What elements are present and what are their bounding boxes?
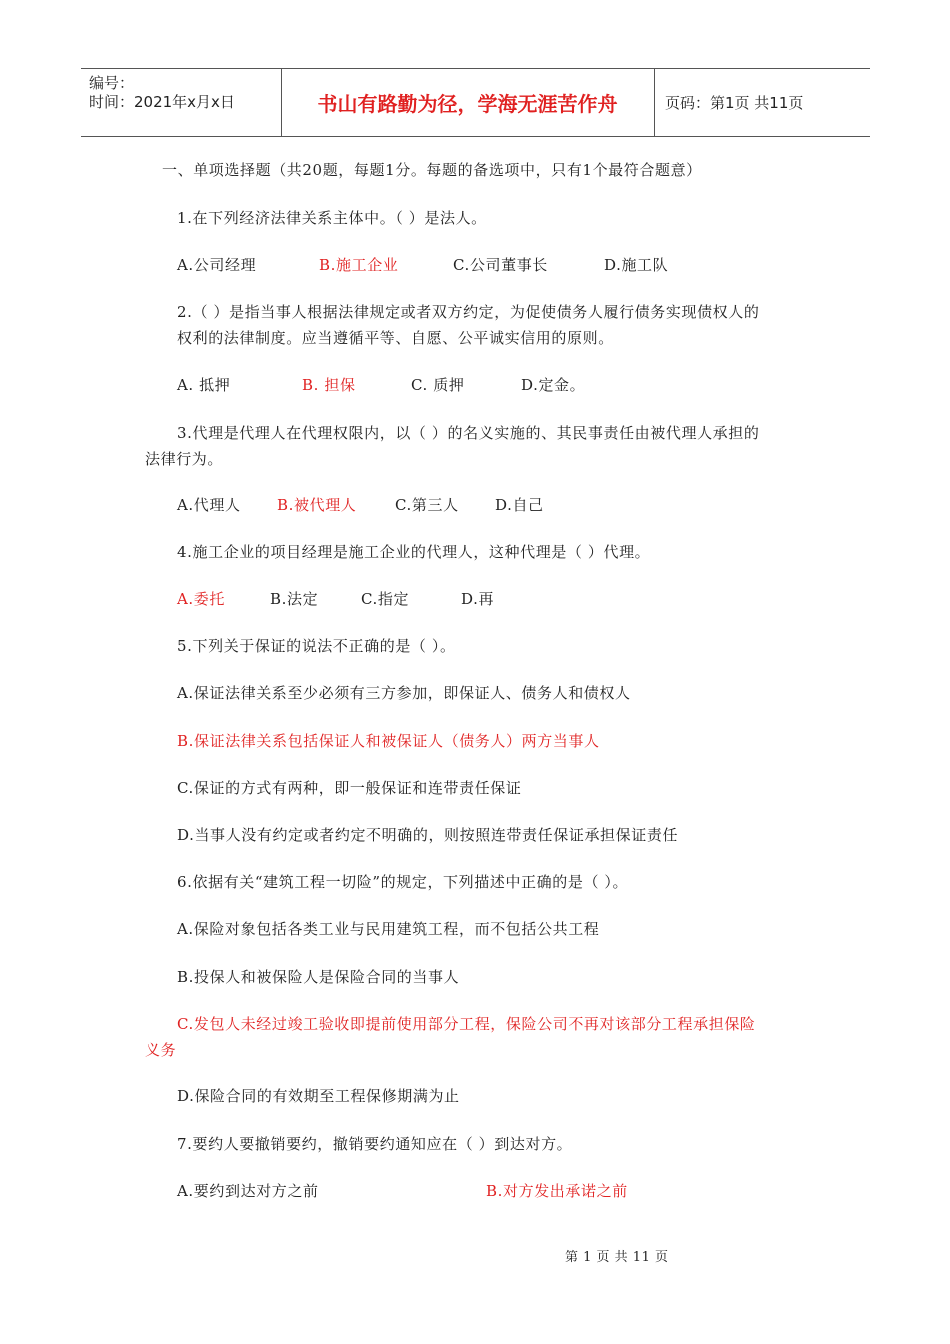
question-6-stem: 6.依据有关“建筑工程一切险”的规定，下列描述中正确的是（ ）。	[177, 873, 629, 891]
question-2-option-b-answer: B. 担保	[302, 376, 356, 394]
header-meta-cell	[81, 69, 282, 136]
question-1-option-c: C.公司董事长	[453, 256, 548, 274]
question-4-option-d: D.再	[461, 590, 495, 608]
question-3-option-a: A.代理人	[177, 496, 241, 514]
question-1-option-d: D.施工队	[604, 256, 669, 274]
time-label: 时间：2021年x月x日	[89, 93, 235, 111]
question-2-option-d: D.定金。	[521, 376, 586, 394]
question-3-stem-line2: 法律行为。	[145, 450, 224, 468]
question-3-option-c: C.第三人	[395, 496, 459, 514]
question-2-stem-line2: 权利的法律制度。应当遵循平等、自愿、公平诚实信用的原则。	[177, 329, 614, 347]
question-3-stem-line1: 3.代理是代理人在代理权限内，以（ ）的名义实施的、其民事责任由被代理人承担的	[177, 424, 760, 442]
question-5-option-c: C.保证的方式有两种，即一般保证和连带责任保证	[177, 779, 522, 797]
header-page-info: 页码：第1页 共11页	[665, 94, 804, 112]
question-2-option-a: A. 抵押	[177, 376, 231, 394]
question-6-option-b: B.投保人和被保险人是保险合同的当事人	[177, 968, 460, 986]
page-header	[81, 68, 870, 137]
question-6-option-c-answer-line1: C.发包人未经过竣工验收即提前使用部分工程，保险公司不再对该部分工程承担保险	[177, 1015, 756, 1033]
header-motto: 书山有路勤为径，学海无涯苦作舟	[281, 69, 655, 136]
question-3-option-b-answer: B.被代理人	[277, 496, 357, 514]
section-title: 一、单项选择题（共20题，每题1分。每题的备选项中，只有1个最符合题意）	[162, 161, 702, 179]
question-4-stem: 4.施工企业的项目经理是施工企业的代理人，这种代理是（ ）代理。	[177, 543, 651, 561]
question-7-option-b-answer: B.对方发出承诺之前	[486, 1182, 628, 1200]
question-6-option-d: D.保险合同的有效期至工程保修期满为止	[177, 1087, 460, 1105]
question-4-option-a-answer: A.委托	[177, 590, 226, 608]
question-4-option-c: C.指定	[361, 590, 410, 608]
question-1-option-b-answer: B.施工企业	[319, 256, 399, 274]
question-1-stem: 1.在下列经济法律关系主体中。（ ）是法人。	[177, 209, 487, 227]
question-7-option-a: A.要约到达对方之前	[177, 1182, 319, 1200]
question-5-option-d: D.当事人没有约定或者约定不明确的，则按照连带责任保证承担保证责任	[177, 826, 679, 844]
question-6-option-c-answer-line2: 义务	[145, 1041, 177, 1059]
question-6-option-a: A.保险对象包括各类工业与民用建筑工程，而不包括公共工程	[177, 920, 600, 938]
question-7-stem: 7.要约人要撤销要约，撤销要约通知应在（ ）到达对方。	[177, 1135, 573, 1153]
question-1-option-a: A.公司经理	[177, 256, 257, 274]
number-label: 编号：	[89, 74, 135, 92]
question-2-option-c: C. 质押	[411, 376, 465, 394]
question-5-stem: 5.下列关于保证的说法不正确的是（ ）。	[177, 637, 456, 655]
question-2-stem-line1: 2.（ ）是指当事人根据法律规定或者双方约定，为促使债务人履行债务实现债权人的	[177, 303, 760, 321]
page-footer: 第 1 页 共 11 页	[565, 1250, 669, 1265]
question-5-option-b-answer: B.保证法律关系包括保证人和被保证人（债务人）两方当事人	[177, 732, 600, 750]
question-5-option-a: A.保证法律关系至少必须有三方参加，即保证人、债务人和债权人	[177, 684, 631, 702]
question-4-option-b: B.法定	[270, 590, 319, 608]
question-3-option-d: D.自己	[495, 496, 544, 514]
